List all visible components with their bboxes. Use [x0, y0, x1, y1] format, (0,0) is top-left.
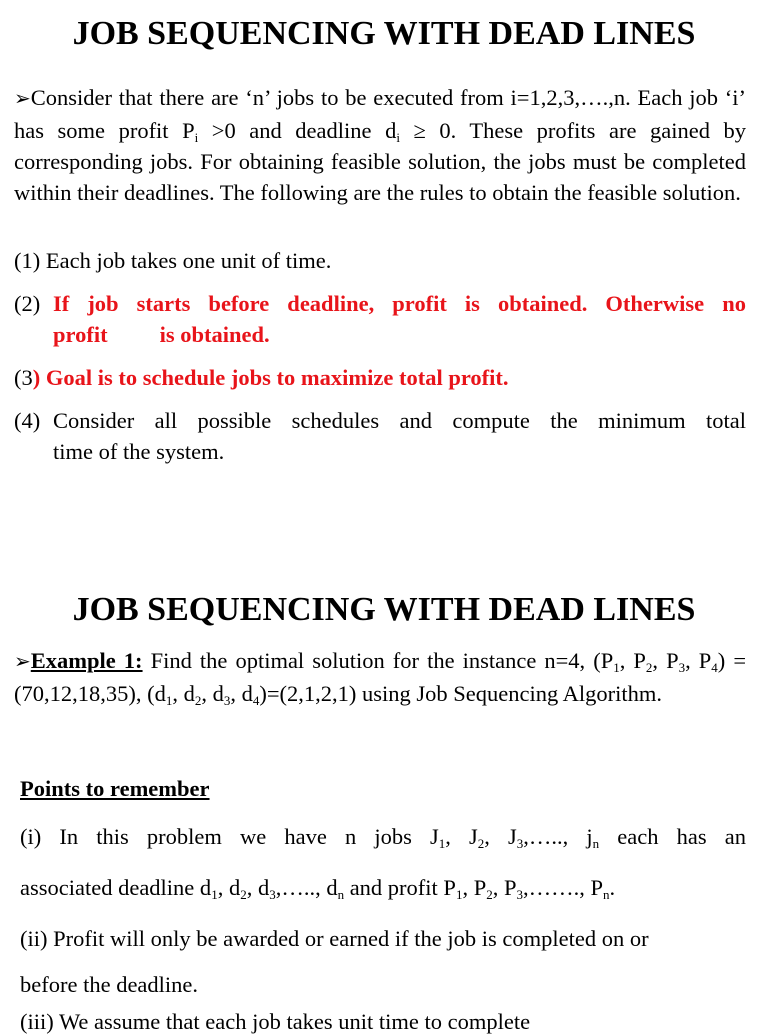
arrow-bullet-icon: ➢	[14, 88, 31, 110]
arrow-bullet-icon: ➢	[14, 651, 31, 673]
rule-4: (4) Consider all possible schedules and compute the minimum total time of the system.	[14, 405, 746, 467]
rule-3: (3) Goal is to schedule jobs to maximize total profit.	[14, 365, 509, 390]
rule-4-number: (4)	[14, 408, 41, 433]
rule-2-number: (2)	[14, 291, 41, 316]
point-3-cut-off: (iii) We assume that each job takes unit time to complete	[20, 1009, 531, 1034]
point-2-line-2: before the deadline.	[20, 972, 199, 997]
slide-title: JOB SEQUENCING WITH DEAD LINES	[72, 591, 696, 628]
slide-title: JOB SEQUENCING WITH DEAD LINES	[72, 15, 696, 52]
slide-2	[0, 580, 768, 1034]
point-1-continued: associated deadline $d_1$, $d_2$, $d_3,\dots$.., $d_n$ and profit $P_1$, $P_2$, $P_3,\dots\dots$., $P_n$.	[20, 875, 616, 902]
rule-1: (1) Each job takes one unit of time.	[14, 248, 332, 273]
rule-2: (2) If job starts before deadline, profit is obtained. Otherwise no profit is obtained.	[14, 288, 746, 350]
intro-paragraph: ➢Consider that there are ‘n’ jobs to be executed from i=1,2,3,….,n. Each job ‘i’ has some profit $P_i >0$ and deadline $d_i \ge 0$. These profits are gained by corresponding jobs. For obtaining feasible solution, the jobs must be completed within their deadlines. The following are the rules to obtain the feasible solution.	[14, 85, 746, 205]
example-paragraph: ➢Example 1: Find the optimal solution for the instance n=4, ($P_1$, $P_2$, $P_3$, $P_4) =(70,12,18,35)$, ($d_1$, $d_2$, $d_3$, $d_4)=(2,1,2,1)$ using Job Sequencing Algorithm.	[14, 648, 747, 708]
point-2-line-1: (ii) Profit will only be awarded or earned if the job is completed on or	[20, 926, 649, 951]
example-label: Example 1:	[30, 648, 143, 673]
point-1: (i) In this problem we have n jobs $J_1$, $J_2$, $J_3,\dots$.., $j_n$ each has an	[20, 824, 746, 851]
points-heading: Points to remember	[20, 776, 210, 801]
